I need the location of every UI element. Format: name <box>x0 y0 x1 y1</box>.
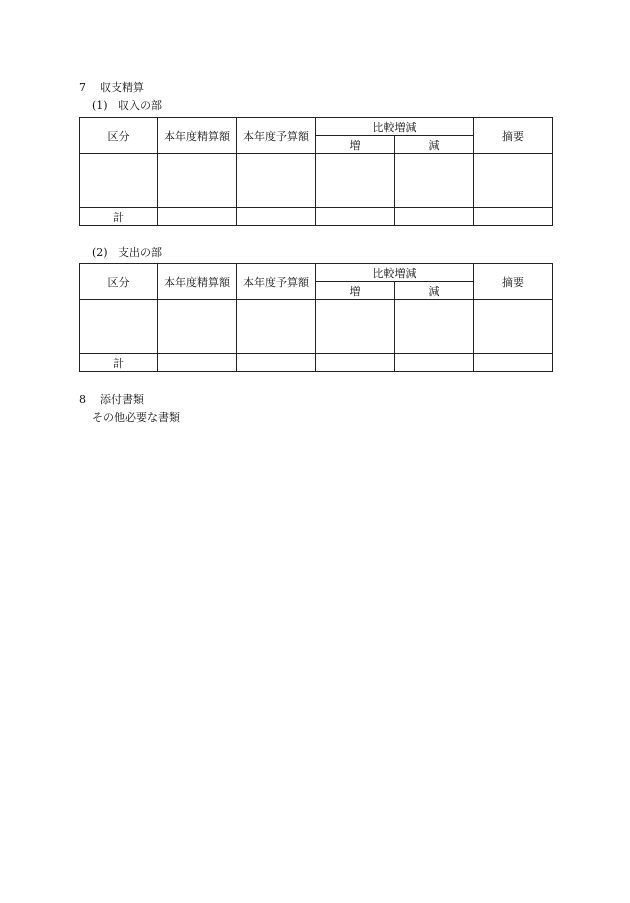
expense-total-settled[interactable] <box>158 354 237 372</box>
expense-total-budget[interactable] <box>237 354 316 372</box>
expense-header-row <box>80 264 553 282</box>
income-total-increase[interactable] <box>316 208 395 226</box>
income-cell-increase[interactable] <box>316 154 395 208</box>
income-header-settled: 本年度精算額 <box>158 118 237 154</box>
expense-header-increase: 増 <box>316 282 395 300</box>
expense-header-budget: 本年度予算額 <box>237 264 316 300</box>
section-8-title: 添付書類 <box>100 393 144 406</box>
expense-body-row <box>80 300 553 354</box>
income-header-category: 区分 <box>80 118 158 154</box>
expense-heading <box>92 246 162 260</box>
income-total-label: 計 <box>80 208 158 226</box>
income-cell-settled[interactable] <box>158 154 237 208</box>
expense-header-remarks: 摘要 <box>474 264 553 300</box>
section-7-heading <box>79 81 144 95</box>
income-title: 収入の部 <box>118 99 162 112</box>
expense-total-decrease[interactable] <box>395 354 474 372</box>
income-heading <box>92 99 162 113</box>
expense-total-remarks[interactable] <box>474 354 553 372</box>
expense-header-category: 区分 <box>80 264 158 300</box>
income-total-decrease[interactable] <box>395 208 474 226</box>
income-body-row <box>80 154 553 208</box>
expense-cell-remarks[interactable] <box>474 300 553 354</box>
income-cell-decrease[interactable] <box>395 154 474 208</box>
expense-total-increase[interactable] <box>316 354 395 372</box>
income-number: (1) <box>92 99 108 112</box>
expense-cell-settled[interactable] <box>158 300 237 354</box>
section-8-heading <box>79 393 144 407</box>
expense-cell-category[interactable] <box>80 300 158 354</box>
expense-title: 支出の部 <box>118 246 162 259</box>
income-header-decrease: 減 <box>395 136 474 154</box>
expense-header-settled: 本年度精算額 <box>158 264 237 300</box>
section-7-title: 収支精算 <box>100 81 144 94</box>
expense-header-comparison: 比較増減 <box>316 264 474 282</box>
income-total-row <box>80 208 553 226</box>
income-cell-category[interactable] <box>80 154 158 208</box>
income-header-budget: 本年度予算額 <box>237 118 316 154</box>
expense-total-label: 計 <box>80 354 158 372</box>
section-8-number: 8 <box>79 393 86 406</box>
income-header-row <box>80 118 553 136</box>
income-total-budget[interactable] <box>237 208 316 226</box>
income-cell-remarks[interactable] <box>474 154 553 208</box>
expense-cell-increase[interactable] <box>316 300 395 354</box>
expense-cell-budget[interactable] <box>237 300 316 354</box>
expense-cell-decrease[interactable] <box>395 300 474 354</box>
expense-total-row <box>80 354 553 372</box>
income-header-increase: 増 <box>316 136 395 154</box>
expense-table <box>79 263 553 372</box>
expense-number: (2) <box>92 246 108 259</box>
income-header-comparison: 比較増減 <box>316 118 474 136</box>
income-table <box>79 117 553 226</box>
section-8-text: その他必要な書類 <box>92 411 180 424</box>
section-7-number: 7 <box>79 81 86 94</box>
income-header-remarks: 摘要 <box>474 118 553 154</box>
expense-header-decrease: 減 <box>395 282 474 300</box>
income-total-remarks[interactable] <box>474 208 553 226</box>
income-total-settled[interactable] <box>158 208 237 226</box>
income-cell-budget[interactable] <box>237 154 316 208</box>
